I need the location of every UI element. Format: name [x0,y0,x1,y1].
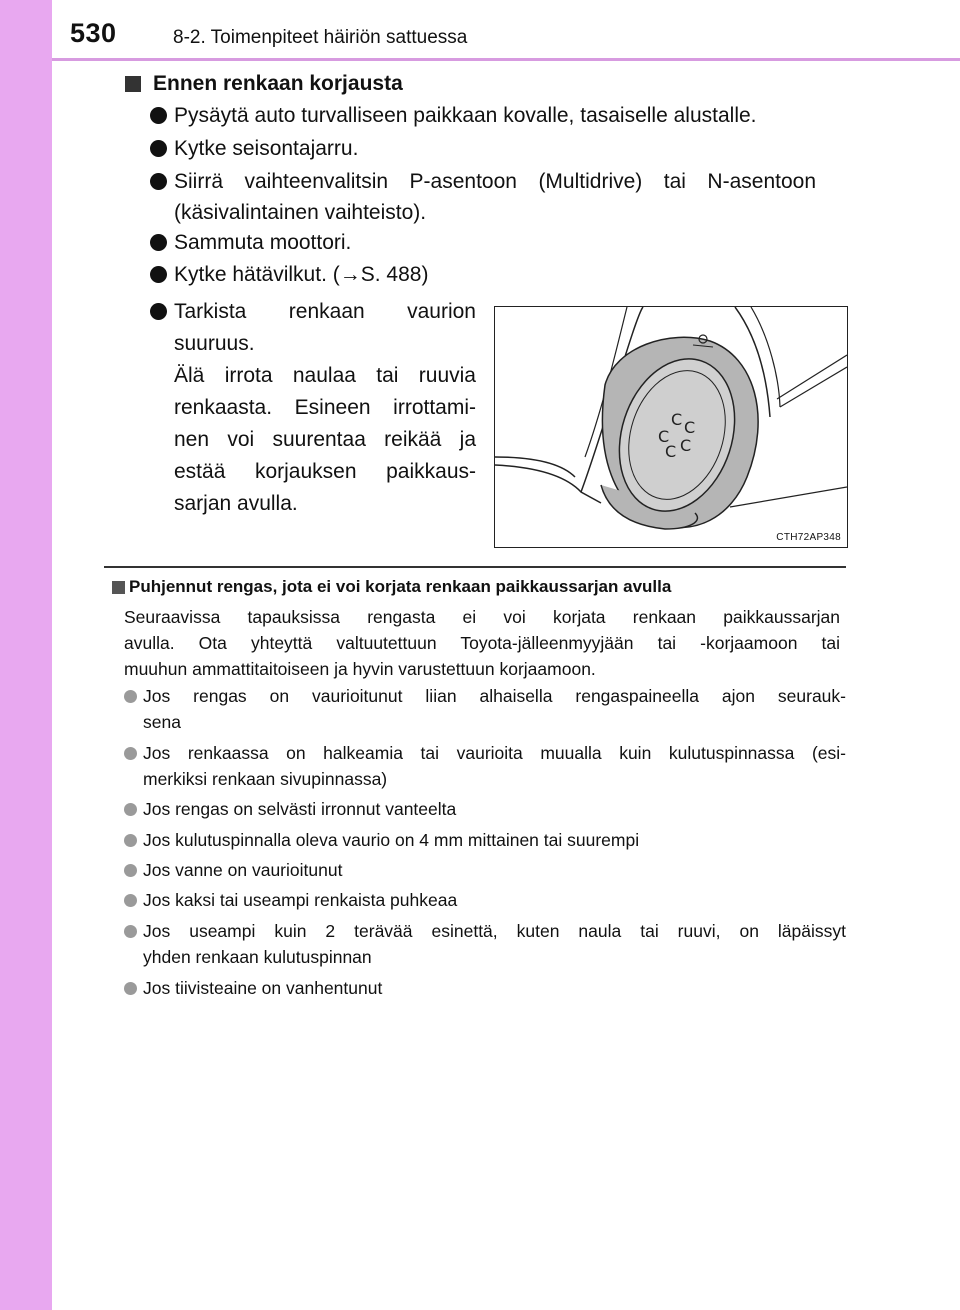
bullet-dot-icon [124,747,137,760]
svg-text:C: C [658,427,670,446]
list-item: Siirrä vaihteenvalitsin P-asentoon (Multidrive) tai N-asentoon [150,166,816,198]
list-item: Jos kaksi tai useampi renkaista puhkeaa [124,887,846,913]
chapter-title: 8-2. Toimenpiteet häiriön sattuessa [173,27,468,48]
bullet-dot-icon [124,982,137,995]
section-heading-unrepairable [112,577,671,597]
bullet-dot-icon [124,864,137,877]
list-item: Jos kulutuspinnalla oleva vaurio on 4 mm mittainen tai suurempi [124,827,846,853]
svg-text:C: C [684,418,696,437]
section-heading-text: Ennen renkaan korjausta [153,72,403,95]
bullet-dot-icon [124,925,137,938]
tire-drawing [495,307,847,547]
bullet-dot-icon [150,234,167,251]
svg-text:C: C [665,442,677,461]
list-item: Kytke seisontajarru. [150,133,840,165]
list-item: Jos useampi kuin 2 terävää esinettä, kuten naula tai ruuvi, on läpäissyt yhden renkaan kulutuspinnan [124,918,846,970]
header-rule [52,58,960,61]
list-item: Pysäytä auto turvalliseen paikkaan kovalle, tasaiselle alustalle. [150,100,840,132]
bullet-dot-icon [150,303,167,320]
bullet-dot-icon [150,266,167,283]
section-heading-text: Puhjennut rengas, jota ei voi korjata renkaan paikkaussarjan avulla [129,577,672,596]
intro-paragraph: Seuraavissa tapauksissa rengasta ei voi korjata renkaan paikkaussarjan avulla. Ota yhteyttä valtuutettuun Toyota-jälleenmyyjään tai -korjaamoon tai muuhun ammattitaitoiseen ja hyvin varustettuun korjaamoon. [124,607,840,679]
section-heading-before-repair [125,72,403,96]
section-divider [104,566,846,568]
list-item: Jos vanne on vaurioitunut [124,857,846,883]
list-item-check-damage: Tarkista renkaan vaurion suuruus. Älä irrota naulaa tai ruuvia renkaasta. Esineen irrottami- nen voi suurentaa reikää ja estää korjauksen paikkaus- sarjan avulla. [150,296,476,520]
bullet-dot-icon [124,690,137,703]
svg-text:C: C [680,436,692,455]
bullet-dot-icon [150,107,167,124]
side-color-band [0,0,52,1310]
figure-code: CTH72AP348 [776,532,841,543]
bullet-dot-icon [124,894,137,907]
tire-illustration [494,306,848,548]
list-item: Kytke hätävilkut. (→S. 488) [150,259,840,291]
bullet-dot-icon [150,140,167,157]
list-item: Jos tiivisteaine on vanhentunut [124,975,846,1001]
bullet-dot-icon [150,173,167,190]
list-item: Jos rengas on vaurioitunut liian alhaisella rengaspaineella ajon seurauk- sena [124,683,846,735]
list-item: Sammuta moottori. [150,227,840,259]
square-bullet-icon [125,76,141,92]
bullet-dot-icon [124,834,137,847]
svg-text:C: C [671,410,683,429]
list-item: Jos renkaassa on halkeamia tai vaurioita muualla kuin kulutuspinnassa (esi- merkiksi renkaan sivupinnassa) [124,740,846,792]
list-item: Jos rengas on selvästi irronnut vanteelta [124,796,846,822]
list-item-continuation: (käsivalintainen vaihteisto). [174,201,427,224]
page-number: 530 [70,18,117,48]
square-bullet-icon [112,581,125,594]
bullet-dot-icon [124,803,137,816]
